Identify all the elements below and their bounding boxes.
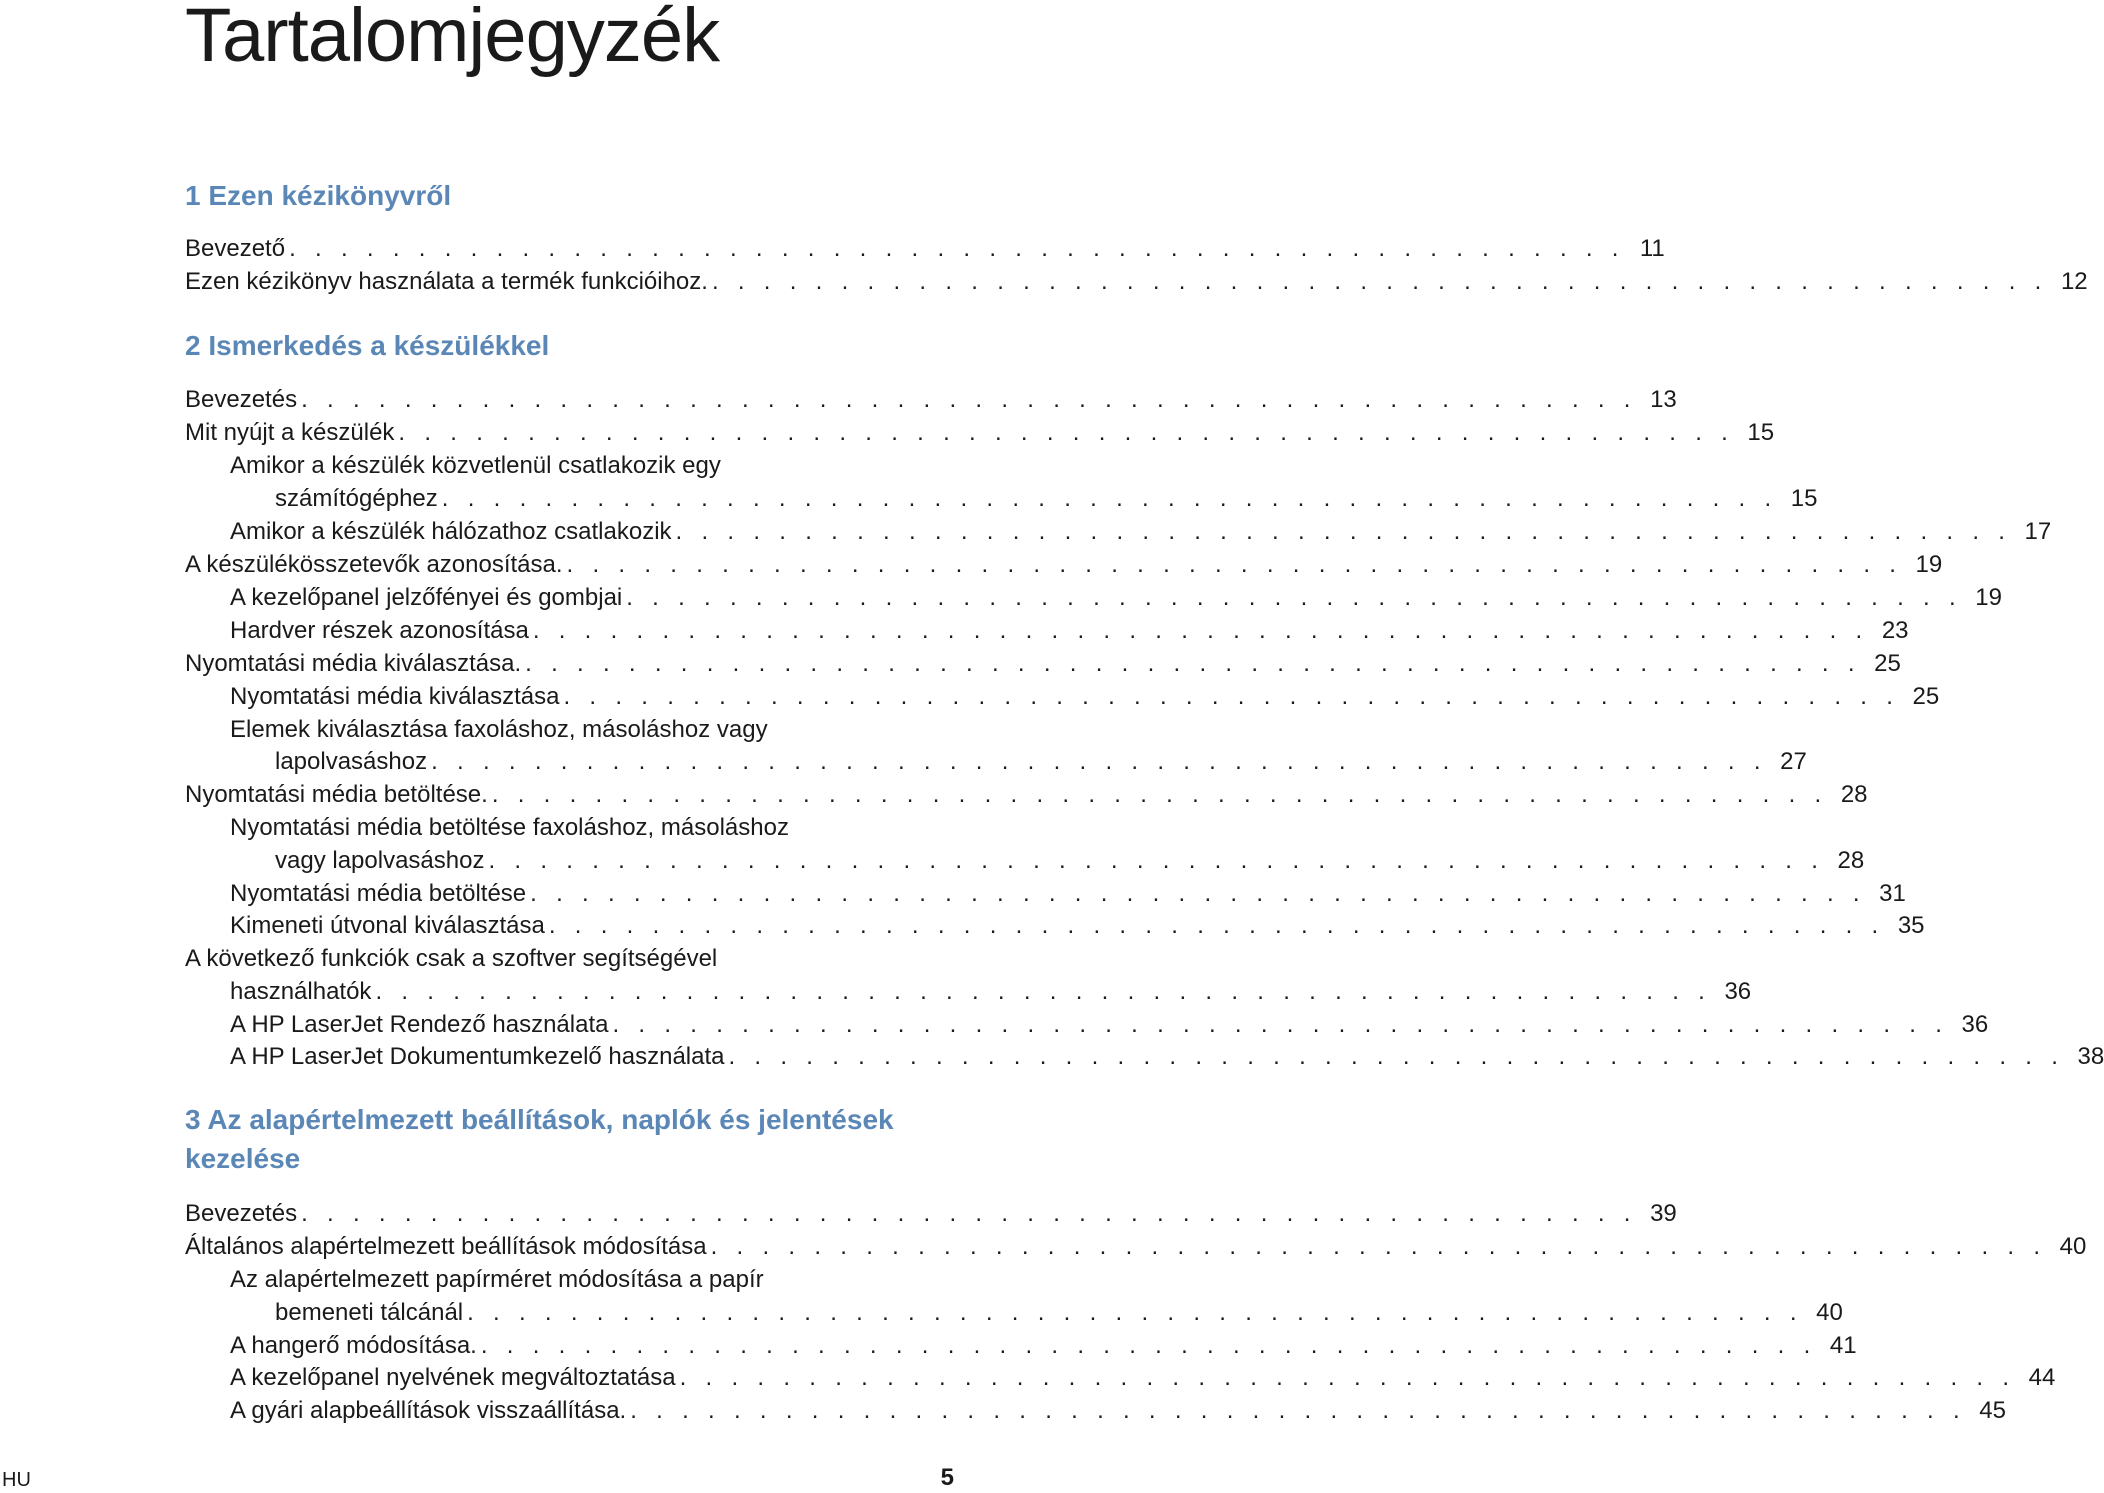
leader-dots: . . . . . . . . . . . . . . . . . . . . . . . . . . . . . . . . . . . . . . . . . . . . . . . . . . . . bbox=[675, 518, 2012, 545]
toc-page-number: 19 bbox=[1915, 551, 1943, 578]
leader-dots: . . . . . . . . . . . . . . . . . . . . . . . . . . . . . . . . . . . . . . . . . . . . . . . . . . . . bbox=[566, 551, 1903, 578]
chapter-2-heading: 2 Ismerkedés a készülékkel bbox=[185, 330, 550, 361]
toc-entry-kimeneti-utvonal[interactable] bbox=[230, 909, 1925, 942]
toc-page-number: 25 bbox=[1912, 683, 1940, 710]
toc-page-number: 31 bbox=[1879, 880, 1906, 907]
toc-entry-text-line1: Nyomtatási média betöltése faxoláshoz, másoláshoz bbox=[230, 814, 789, 841]
leader-dots: . . . . . . . . . . . . . . . . . . . . . . . . . . . . . . . . . . . . . . . . . . . . . . . . . . . . bbox=[548, 912, 1885, 939]
toc-entry-rendezo[interactable] bbox=[230, 1008, 1989, 1041]
leader-dots: . . . . . . . . . . . . . . . . . . . . . . . . . . . . . . . . . . . . . . . . . . . . . . . . . . . . bbox=[491, 781, 1828, 808]
toc-entry-bevezetes-2[interactable] bbox=[185, 383, 1677, 416]
toc-entry-text: A HP LaserJet Rendező használata bbox=[230, 1011, 609, 1038]
chapter-1-heading: 1 Ezen kézikönyvről bbox=[185, 180, 452, 211]
toc-entry-mit-nyujt[interactable] bbox=[185, 416, 1775, 449]
leader-dots: . . . . . . . . . . . . . . . . . . . . . . . . . . . . . . . . . . . . . . . . . . . . . . . . . . . . bbox=[301, 1200, 1637, 1227]
toc-entry-text: lapolvasáshoz bbox=[275, 748, 428, 775]
footer-language: HU bbox=[2, 1469, 31, 1491]
toc-entry-kezelopanel-jelzofenyei[interactable] bbox=[230, 581, 2002, 614]
toc-page-number: 36 bbox=[1961, 1011, 1989, 1038]
toc-entry-text-line1: A következő funkciók csak a szoftver segítségével bbox=[185, 945, 718, 972]
toc-entry-text: Nyomtatási média kiválasztása bbox=[230, 683, 560, 710]
toc-entry-text-line1: Elemek kiválasztása faxoláshoz, másoláshoz vagy bbox=[230, 716, 768, 743]
leader-dots: . . . . . . . . . . . . . . . . . . . . . . . . . . . . . . . . . . . . . . . . . . . . . . . . . . . . bbox=[301, 386, 1637, 413]
leader-dots: . . . . . . . . . . . . . . . . . . . . . . . . . . . . . . . . . . . . . . . . . . . . . . . . . . . . bbox=[679, 1364, 2016, 1391]
toc-entry-kezikonyv-hasznalata[interactable] bbox=[185, 265, 2088, 298]
toc-page-number: 13 bbox=[1650, 386, 1677, 413]
toc-page-number: 38 bbox=[2077, 1043, 2104, 1070]
toc-entry-osszetevok[interactable] bbox=[185, 548, 1943, 581]
toc-entry-halozati-csatlakozas[interactable] bbox=[230, 515, 2052, 548]
leader-dots: . . . . . . . . . . . . . . . . . . . . . . . . . . . . . . . . . . . . . . . . . . . . . . . . . . . . bbox=[289, 235, 1625, 262]
leader-dots: . . . . . . . . . . . . . . . . . . . . . . . . . . . . . . . . . . . . . . . . . . . . . . . . . . . . bbox=[612, 1011, 1949, 1038]
toc-entry-text: Bevezetés bbox=[185, 386, 298, 413]
toc-entry-text: A kezelőpanel jelzőfényei és gombjai bbox=[230, 584, 623, 611]
toc-entry-media-betoltese-sub[interactable] bbox=[230, 877, 1906, 910]
toc-entry-hardver-reszek[interactable] bbox=[230, 614, 1909, 647]
toc-entry-text-line1: Az alapértelmezett papírméret módosítása a papír bbox=[230, 1266, 764, 1293]
toc-entry-kozvetlen-csatlakozas[interactable] bbox=[275, 482, 1818, 515]
toc-entry-text: Mit nyújt a készülék bbox=[185, 419, 395, 446]
leader-dots: . . . . . . . . . . . . . . . . . . . . . . . . . . . . . . . . . . . . . . . . . . . . . . . . . . . . bbox=[563, 683, 1900, 710]
leader-dots: . . . . . . . . . . . . . . . . . . . . . . . . . . . . . . . . . . . . . . . . . . . . . . . . . . . . bbox=[398, 419, 1735, 446]
toc-entry-media-betoltese[interactable] bbox=[185, 778, 1868, 811]
toc-entry-text: A kezelőpanel nyelvének megváltoztatása bbox=[230, 1364, 676, 1391]
toc-page-number: 41 bbox=[1829, 1332, 1857, 1359]
leader-dots: . . . . . . . . . . . . . . . . . . . . . . . . . . . . . . . . . . . . . . . . . . . . . . . . . . . . bbox=[431, 748, 1767, 775]
toc-entry-text: Általános alapértelmezett beállítások módosítása bbox=[185, 1233, 707, 1260]
toc-entry-text: Bevezető bbox=[185, 235, 286, 262]
leader-dots: . . . . . . . . . . . . . . . . . . . . . . . . . . . . . . . . . . . . . . . . . . . . . . . . . . . . bbox=[467, 1299, 1803, 1326]
leader-dots: . . . . . . . . . . . . . . . . . . . . . . . . . . . . . . . . . . . . . . . . . . . . . . . . . . . . bbox=[530, 880, 1866, 907]
toc-page-number: 19 bbox=[1975, 584, 2002, 611]
leader-dots: . . . . . . . . . . . . . . . . . . . . . . . . . . . . . . . . . . . . . . . . . . . . . . . . . . . . bbox=[441, 485, 1778, 512]
toc-entry-text: A készülékösszetevők azonosítása. bbox=[185, 551, 563, 578]
leader-dots: . . . . . . . . . . . . . . . . . . . . . . . . . . . . . . . . . . . . . . . . . . . . . . . . . . . . bbox=[532, 617, 1869, 644]
toc-entry-bevezetes-3[interactable] bbox=[185, 1197, 1677, 1230]
chapter-3-heading-line2: kezelése bbox=[185, 1143, 301, 1174]
leader-dots: . . . . . . . . . . . . . . . . . . . . . . . . . . . . . . . . . . . . . . . . . . . . . . . . . . . . bbox=[525, 650, 1861, 677]
toc-entry-altalanos-beallitasok[interactable] bbox=[185, 1230, 2087, 1263]
toc-entry-text: A hangerő módosítása. bbox=[230, 1332, 477, 1359]
toc-entry-media-betoltese-fax[interactable] bbox=[275, 844, 1865, 877]
leader-dots: . . . . . . . . . . . . . . . . . . . . . . . . . . . . . . . . . . . . . . . . . . . . . . . . . . . . bbox=[480, 1332, 1817, 1359]
leader-dots: . . . . . . . . . . . . . . . . . . . . . . . . . . . . . . . . . . . . . . . . . . . . . . . . . . . . bbox=[626, 584, 1962, 611]
toc-page-number: 35 bbox=[1897, 912, 1925, 939]
toc-entry-elemek-kivalasztasa[interactable] bbox=[275, 745, 1807, 778]
toc-entry-text: Amikor a készülék hálózathoz csatlakozik bbox=[230, 518, 672, 545]
toc-entry-text: Bevezetés bbox=[185, 1200, 298, 1227]
toc-entry-bevezeto[interactable] bbox=[185, 232, 1665, 265]
toc-entry-text: bemeneti tálcánál bbox=[275, 1299, 464, 1326]
toc-page-number: 25 bbox=[1874, 650, 1901, 677]
toc-page-number: 39 bbox=[1650, 1200, 1677, 1227]
toc-entry-papirmeret[interactable] bbox=[275, 1296, 1843, 1329]
toc-entry-text: A gyári alapbeállítások visszaállítása. bbox=[230, 1397, 627, 1424]
toc-entry-text: vagy lapolvasáshoz bbox=[275, 847, 485, 874]
toc-page-number: 40 bbox=[1816, 1299, 1843, 1326]
chapter-3-heading-line1: 3 Az alapértelmezett beállítások, naplók és jelentések bbox=[185, 1104, 894, 1135]
leader-dots: . . . . . . . . . . . . . . . . . . . . . . . . . . . . . . . . . . . . . . . . . . . . . . . . . . . . bbox=[630, 1397, 1966, 1424]
toc-entry-text: Nyomtatási média betöltése bbox=[230, 880, 527, 907]
toc-entry-text-line1: Amikor a készülék közvetlenül csatlakozik egy bbox=[230, 452, 721, 479]
leader-dots: . . . . . . . . . . . . . . . . . . . . . . . . . . . . . . . . . . . . . . . . . . . . . . . . . . . . bbox=[488, 847, 1825, 874]
leader-dots: . . . . . . . . . . . . . . . . . . . . . . . . . . . . . . . . . . . . . . . . . . . . . . . . . . . . bbox=[728, 1043, 2065, 1070]
toc-page-number: 15 bbox=[1790, 485, 1818, 512]
toc-entry-text: Nyomtatási média betöltése. bbox=[185, 781, 488, 808]
toc-page-number: 27 bbox=[1780, 748, 1807, 775]
footer-page-number: 5 bbox=[940, 1464, 954, 1491]
leader-dots: . . . . . . . . . . . . . . . . . . . . . . . . . . . . . . . . . . . . . . . . . . . . . . . . . . . . bbox=[711, 268, 2048, 295]
toc-entry-dokumentumkezelo[interactable] bbox=[230, 1040, 2104, 1073]
toc-entry-text: Ezen kézikönyv használata a termék funkcióihoz. bbox=[185, 268, 708, 295]
toc-page-number: 15 bbox=[1747, 419, 1775, 446]
toc-entry-hangero[interactable] bbox=[230, 1329, 1857, 1362]
toc-entry-szoftver-funkciok[interactable] bbox=[230, 975, 1752, 1008]
toc-entry-text: A HP LaserJet Dokumentumkezelő használata bbox=[230, 1043, 725, 1070]
toc-entry-text: számítógéphez bbox=[275, 485, 438, 512]
toc-page-number: 11 bbox=[1639, 235, 1665, 262]
toc-page-number: 12 bbox=[2060, 268, 2088, 295]
toc-page-number: 28 bbox=[1840, 781, 1868, 808]
toc-entry-gyari-alapbeallitasok[interactable] bbox=[230, 1394, 2006, 1427]
page-title: Tartalomjegyzék bbox=[185, 0, 720, 78]
toc-entry-text: Hardver részek azonosítása bbox=[230, 617, 529, 644]
toc-entry-text: Nyomtatási média kiválasztása. bbox=[185, 650, 522, 677]
toc-page-number: 23 bbox=[1881, 617, 1909, 644]
toc-page-number: 28 bbox=[1837, 847, 1865, 874]
toc-page-number: 44 bbox=[2028, 1364, 2056, 1391]
toc-page-number: 40 bbox=[2059, 1233, 2087, 1260]
toc-page-number: 17 bbox=[2024, 518, 2052, 545]
toc-page-number: 36 bbox=[1724, 978, 1752, 1005]
toc-entry-nyelv[interactable] bbox=[230, 1361, 2056, 1394]
toc-entry-text: Kimeneti útvonal kiválasztása bbox=[230, 912, 545, 939]
toc-entry-media-kivalasztasa[interactable] bbox=[185, 647, 1901, 680]
toc-page-number: 45 bbox=[1979, 1397, 2006, 1424]
leader-dots: . . . . . . . . . . . . . . . . . . . . . . . . . . . . . . . . . . . . . . . . . . . . . . . . . . . . bbox=[375, 978, 1712, 1005]
leader-dots: . . . . . . . . . . . . . . . . . . . . . . . . . . . . . . . . . . . . . . . . . . . . . . . . . . . . bbox=[710, 1233, 2047, 1260]
toc-entry-text: használhatók bbox=[230, 978, 372, 1005]
toc-entry-media-kivalasztasa-sub[interactable] bbox=[230, 680, 1940, 713]
